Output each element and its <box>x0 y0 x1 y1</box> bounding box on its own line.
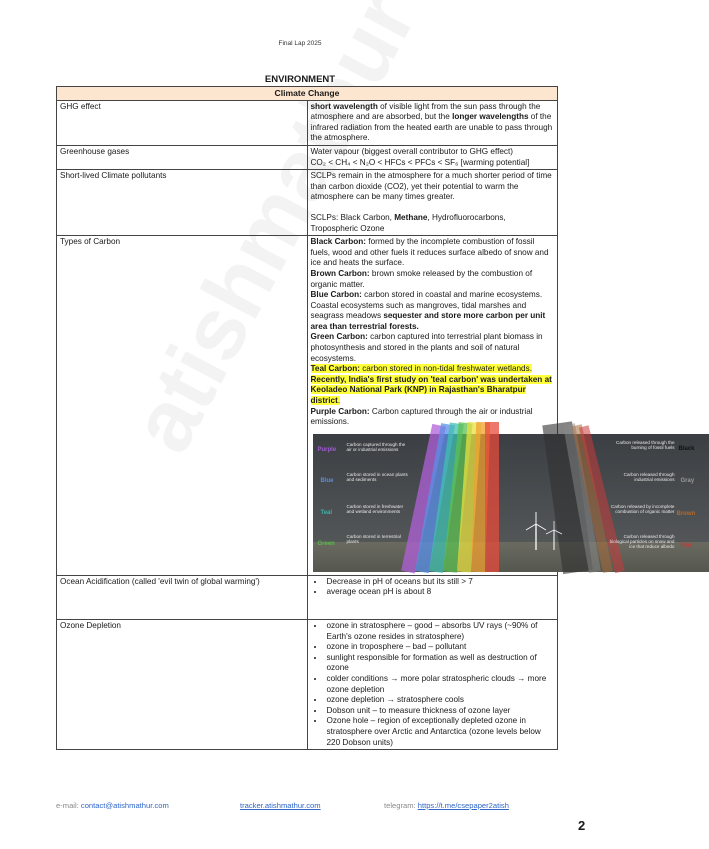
telegram-link[interactable]: https://t.me/csepaper2atish <box>417 801 509 810</box>
carbon-colors-image: Purple Carbon captured through the air or industrial emissions Blue Carbon stored in ocean plants and sediments Teal Carbon stored in freshwater and wetland environments Green Carbon stored in terrestrial plants Carbon released through the burning of fossil fuels Black Carbon released through industrial emissions Gray Carbon released by incomplete combustion of organic matter Brown Carbon released through biological particles on snow and ice that reduce albedo Red <box>313 434 709 572</box>
row-label: Short-lived Climate pollutants <box>57 170 308 236</box>
purple-carbon: Purple Carbon: Carbon captured through the air or industrial emissions. <box>310 406 533 427</box>
table-row <box>57 145 558 169</box>
blue-label: Blue <box>320 477 334 484</box>
brown-label: Brown <box>676 510 696 517</box>
section-header: Climate Change <box>57 87 558 101</box>
row-label: GHG effect <box>57 100 308 145</box>
table-row <box>57 620 558 750</box>
red-label: Red <box>680 542 692 549</box>
table-row <box>57 100 558 145</box>
black-carbon: Black Carbon: formed by the incomplete combustion of fossil fuels, wood and other fuels it reduces surface albedo of snow and ice and heats the surface. <box>310 237 549 268</box>
table-row <box>57 236 558 576</box>
list-item: • Dobson unit – to measure thickness of ozone layer <box>325 706 555 717</box>
ghg-description: short wavelength of visible light from the sun pass through the atmosphere and are absorbed, but the longer wavelengths of the infrared radiation from the heated earth are unable to pass through the atmosphere. <box>307 100 558 145</box>
running-header: Final Lap 2025 <box>278 40 322 47</box>
page-number: 2 <box>578 818 586 833</box>
carbon-types <box>307 236 696 576</box>
list-item: • sunlight responsible for formation as well as destruction of ozone <box>325 653 555 674</box>
blue-carbon: Blue Carbon: carbon stored in coastal and marine ecosystems. Coastal ecosystems such as mangroves, tidal marshes and seagrass meadows sequester and store more carbon per unit area than terrestrial forests. <box>310 290 546 331</box>
brown-carbon: Brown Carbon: brown smoke released by the combustion of organic matter. <box>310 268 533 289</box>
tracker-link[interactable]: tracker.atishmathur.com <box>240 801 321 810</box>
row-label: Ocean Acidification (called 'evil twin of global warming') <box>57 575 308 619</box>
green-label: Green <box>317 540 335 547</box>
table-row <box>57 575 558 619</box>
purple-label: Purple <box>317 446 337 453</box>
teal-label: Teal <box>320 509 333 516</box>
row-label: Types of Carbon <box>57 236 308 576</box>
list-item: • ozone in stratosphere – good – absorbs UV rays (~90% of Earth's ozone resides in stratosphere) <box>325 621 555 642</box>
ozone-depletion <box>307 620 558 750</box>
list-item: • colder conditions → more polar stratospheric clouds → more ozone depletion <box>325 674 555 695</box>
row-label: Ozone Depletion <box>57 620 308 750</box>
black-label: Black <box>678 445 695 452</box>
ocean-acidification <box>307 575 558 619</box>
teal-carbon: Teal Carbon: carbon stored in non-tidal freshwater wetlands. Recently, India's first study on 'teal carbon' was undertaken at Keoladeo National Park (KNP) in Rajasthan's Bharatpur district. <box>310 364 552 406</box>
page-title: ENVIRONMENT <box>264 74 336 85</box>
list-item: • average ocean pH is about 8 <box>325 587 555 598</box>
sclp-description: SCLPs remain in the atmosphere for a much shorter period of time than carbon dioxide (CO2), yet their potential to warm the atmosphere can be many times greater. SCLPs: Black Carbon, Methane, Hydrofluorocarbons, Tropospheric Ozone <box>307 170 558 236</box>
list-item: • Ozone hole – region of exceptionally depleted ozone in stratosphere over Arctic and Antarctica (ozone levels below 220 Dobson units) <box>325 716 555 748</box>
green-carbon: Green Carbon: carbon captured into terrestrial plant biomass in photosynthesis and stored in the plants and soil of natural ecosystems. <box>310 332 543 363</box>
list-item: • ozone depletion → stratosphere cools <box>325 695 555 706</box>
gray-label: Gray <box>680 477 695 484</box>
footer-telegram: telegram: https://t.me/csepaper2atish <box>384 801 509 810</box>
email-link[interactable]: contact@atishmathur.com <box>80 801 169 810</box>
footer-tracker <box>240 801 321 810</box>
table-row <box>57 170 558 236</box>
wind-turbine-icon <box>518 510 568 550</box>
list-item: • Decrease in pH of oceans but its still > 7 <box>325 577 555 588</box>
climate-change-table <box>56 86 696 750</box>
footer-email: e-mail: contact@atishmathur.com <box>56 801 169 810</box>
list-item: • ozone in troposphere – bad – pollutant <box>325 642 555 653</box>
row-label: Greenhouse gases <box>57 145 308 169</box>
greenhouse-description: Water vapour (biggest overall contributor to GHG effect) CO₂ < CH₄ < N₂O < HFCs < PFCs < SF₆ [warming potential] <box>307 145 558 169</box>
